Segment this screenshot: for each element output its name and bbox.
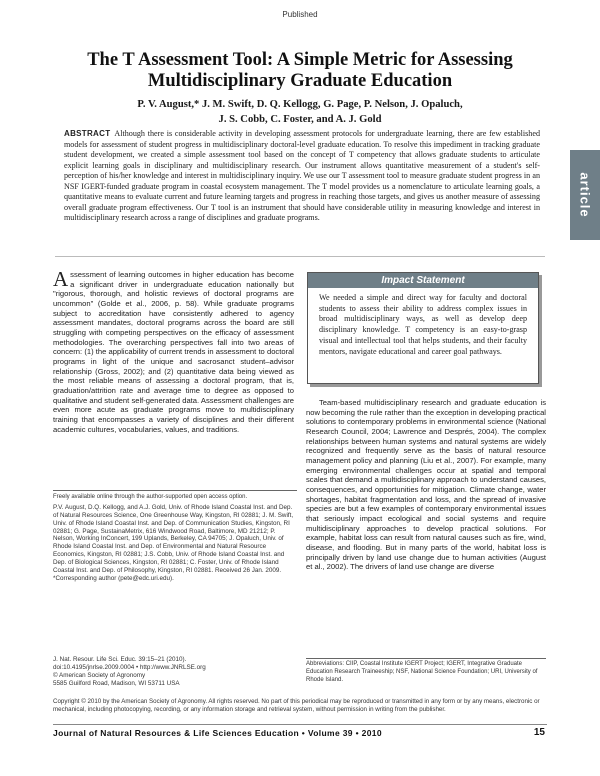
right-column-body: Team-based multidisciplinary research and graduate education is now becoming the rule rather than the exception in developing practical solutions to contemporary problems in environmental science (National Research Council, 2004; Lawrence and Després, 2004). The complex relationships between human systems and natural systems are widely recognized and frequently serve as the basis of natural resource management policy and planning (Liu et al., 2007). For example, many emerging environmental challenges occur at spatial and temporal scales that demand a multidisciplinary approach to understand causes, consequences, and opportunities for mitigation. Climate change, water shortages, habitat fragmentation and loss, and the spread of invasive species are but a few examples of contemporary environmental issues that seriously impact ecological and social systems and require multidisciplinary approaches to develop practical solutions. For example, habitat loss can result from natural causes such as fire, wind, disease, and flooding. But in many parts of the world, habitat loss is principally driven by land use change due to human activities (August et al., 2002). The drivers of land use change are diverse bbox=[306, 398, 546, 572]
abstract bbox=[64, 129, 540, 224]
article-title: The T Assessment Tool: A Simple Metric for Assessing Multidisciplinary Graduate Education bbox=[87, 50, 513, 91]
side-tab-label: article bbox=[577, 172, 593, 218]
abstract-text: Although there is considerable activity in developing assessment protocols for undergraduate learning, there are few established models for assessment of student progress in multidisciplinary doctoral-level graduate education. To resolve this impediment in tracking graduate student development, we created a simple assessment tool based on the concept of T competency that allows graduate students to articulate explicit learning goals in disciplinary and multidisciplinary research. Our instrument allows quantitative measurement of a student's self-perception of his/her knowledge and interest in multidisciplinary inquiry. We use our T assessment tool to measure graduate student progress in an NSF IGERT-funded graduate program in coastal ecosystem management. The T model provides us a nomenclature to articulate learning goals, a quantitative means to evaluate current and future learning targets and progress in reaching those targets, and gives us another measure of assessing overall graduate program effectiveness. Our T tool is an instrument that should have considerable utility in measuring knowledge and interest in multidisciplinary research across a range of disciplines and graduate programs. bbox=[64, 129, 540, 223]
drop-cap: A bbox=[53, 267, 69, 291]
open-access-note: Freely available online through the author-supported open access option. bbox=[53, 494, 248, 500]
impact-statement-box bbox=[307, 272, 539, 384]
article-side-tab bbox=[570, 150, 600, 240]
header-divider bbox=[55, 256, 545, 257]
left-column-body bbox=[53, 267, 294, 434]
impact-statement-text: We needed a simple and direct way for faculty and doctoral students to assess their ability to address complex issues in broad multidisciplinary ways, as well as develop deep disciplinary knowledge. T competency is an easy-to-grasp visual and intellectual tool that helps students, and their faculty mentors, navigate educational and career goal pathways. bbox=[319, 293, 527, 356]
abbreviations: Abbreviations: CIIP, Coastal Institute IGERT Project; IGERT, Integrative Graduate Education Research Traineeship; NSF, National Science Foundation; URI, University of Rhode Island. bbox=[306, 661, 538, 683]
journal-citation bbox=[53, 656, 297, 687]
running-footer: Journal of Natural Resources & Life Sciences Education • Volume 39 • 2010 bbox=[53, 728, 382, 738]
authors-line-1: P. V. August,* J. M. Swift, D. Q. Kellogg, G. Page, P. Nelson, J. Opaluch, bbox=[137, 99, 463, 110]
copyright-notice: Copyright © 2010 by the American Society of Agronomy. All rights reserved. No part of this periodical may be reproduced or transmitted in any form or by any means, electronic or mechanical, including photocopying, recording, or any information storage and retrieval system, without permission in writing from the publisher. bbox=[53, 698, 540, 713]
status-label: Published bbox=[282, 10, 318, 19]
publisher-line: © American Society of Agronomy bbox=[53, 671, 146, 679]
footnote-divider bbox=[53, 490, 297, 491]
author-list bbox=[60, 97, 540, 127]
authors-line-2: J. S. Cobb, C. Foster, and A. J. Gold bbox=[218, 114, 382, 125]
abbreviations-divider bbox=[306, 658, 546, 659]
author-affiliations: P.V. August, D.Q. Kellogg, and A.J. Gold, Univ. of Rhode Island Coastal Inst. and Dep. of Natural Resources Science, One Greenhouse Way, Kingston, RI 02881; J. M. Swift, Univ. of Rhode Island Coastal Inst. and Dep. of Communication Studies, Kingston, RI 02881; G. Page, SustainaMetrix, 616 Windwood Road, Baltimore, MD 21212; P. Nelson, Working InConcert, 199 Uplands, Berkeley, CA 94705; J. Opaluch, Univ. of Rhode Island Coastal Inst. and Dep. of Environmental and Natural Resource Economics, Kingston, RI 02881; J.S. Cobb, Univ. of Rhode Island Coastal Inst. and Dep. of Biological Sciences, Kingston, RI 02881; C. Foster, Univ. of Rhode Island Coastal Inst. and Dep. of Philosophy, Kingston, RI 02881. Received 26 Jan. 2009. *Corresponding author (pete@edc.uri.edu). bbox=[53, 504, 294, 582]
footer-divider bbox=[53, 724, 547, 725]
doi-line: doi:10.4195/jnrlse.2009.0004 • http://www.JNRLSE.org bbox=[53, 663, 206, 671]
left-column-text: ssessment of learning outcomes in higher education has become a significant driver in undergraduate education nationally but "rigorous, thorough, and holistic reviews of doctoral programs are uncommon" (Golde et al., 2006, p. 58). While graduate programs subject to accreditation have consistently adhered to agency assessment mandates, doctoral programs across the board are still struggling with competing perspectives on the efficacy of assessment methodologies. The overarching perspectives fall into two areas of concern: (1) the applicability of current trends in assessment to doctoral programs in light of the unique and sacrosanct student–advisor relationship (Gross, 2002); and (2) quantitative data being viewed as the most reliable means of assessing a doctoral program, that is, graduation/attrition rate and average time to degree as opposed to qualitative and student self-generated data. Assessment challenges are even more acute as graduate programs move to multidisciplinary training that encompasses a variety of disciplines and their different academic cultures, vocabularies, values, and traditions. bbox=[53, 270, 294, 434]
impact-statement-header: Impact Statement bbox=[308, 273, 538, 288]
citation-line: J. Nat. Resour. Life Sci. Educ. 39:15–21 (2010). bbox=[53, 656, 187, 663]
address-line: 5585 Guilford Road, Madison, WI 53711 USA bbox=[53, 679, 180, 687]
abstract-label: ABSTRACT bbox=[64, 129, 111, 138]
page-number: 15 bbox=[533, 727, 545, 738]
